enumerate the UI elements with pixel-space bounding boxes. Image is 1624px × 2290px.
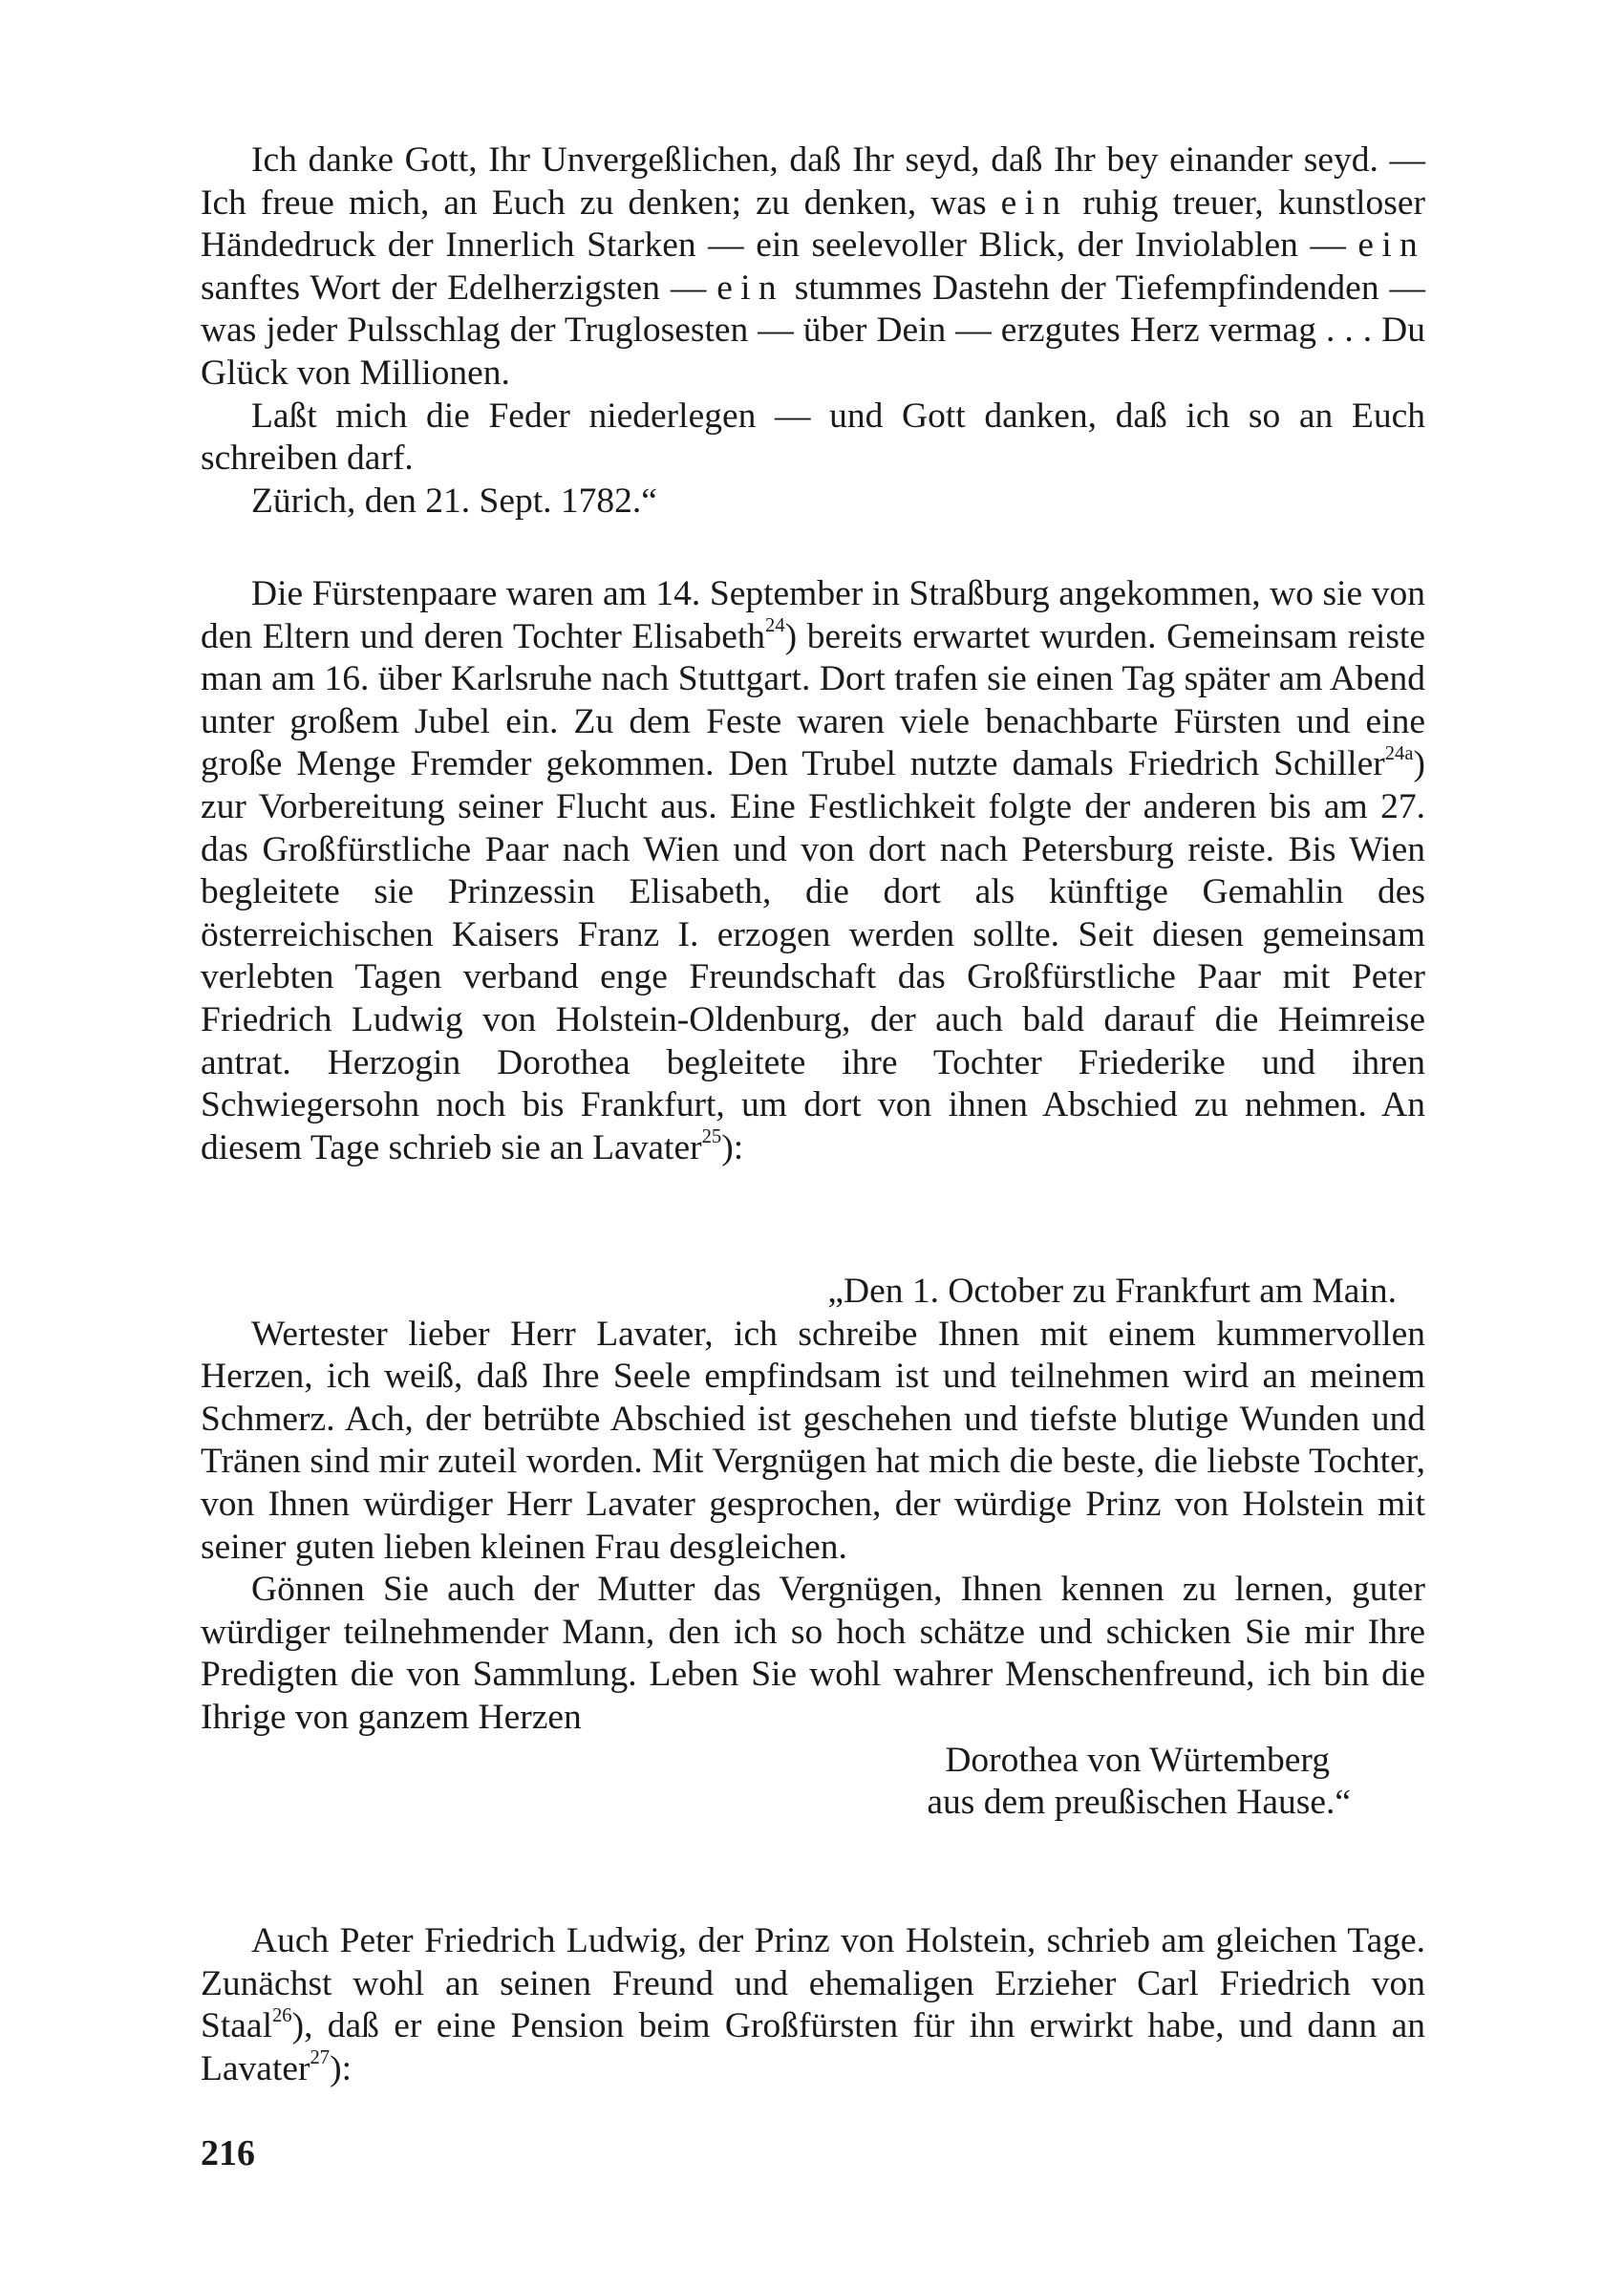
paragraph (201, 573, 1425, 1169)
text-run: stummes Dastehn der Tiefempfindenden — was jeder Pulsschlag der Truglosesten — über Dein — erzgutes Herz vermag . . . Du Glück von Millionen. (201, 268, 1425, 393)
narrative-block (201, 573, 1425, 1169)
text-run: Ich danke Gott, Ihr Unvergeßlichen, daß Ihr seyd, daß Ihr bey einander seyd. — Ich freue mich, an Euch zu denken; zu denken, was (201, 140, 1425, 223)
paragraph: Wertester lieber Herr Lavater, ich schreibe Ihnen mit einem kummervollen Herzen, ich weiß, daß Ihre Seele empfindsam ist und teilnehmen wird an meinem Schmerz. Ach, der betrübte Abschied ist geschehen und tiefste blutige Wunden und Tränen sind mir zuteil worden. Mit Vergnügen hat mich die beste, die liebste Tochter, von Ihnen würdiger Herr Lavater gesprochen, der würdige Prinz von Holstein mit seiner guten lieben kleinen Frau desgleichen. (201, 1314, 1425, 1567)
text-run: Auch Peter Friedrich Ludwig, der Prinz von Holstein, schrieb am gleichen Tage. Zunächst wohl an seinen Freund und ehemaligen Erzieher Carl Friedrich von Staal (201, 1921, 1425, 2046)
text-run: sanftes Wort der Edelherzigsten — (201, 268, 717, 308)
emphasis-text: ein (1000, 182, 1069, 223)
footnote-ref: 24a (1384, 742, 1414, 764)
text-run: Die Fürstenpaare waren am 14. September in Straßburg angekommen, wo sie von den Eltern und deren Tochter Elisabeth (201, 574, 1425, 656)
footnote-ref: 24 (765, 615, 785, 636)
paragraph (201, 1920, 1425, 2090)
emphasis-text: ein (1357, 225, 1425, 266)
narrative-block (201, 1920, 1425, 2090)
emphasis-text: ein (716, 268, 784, 308)
paragraph (201, 139, 1425, 396)
text-run: ): (721, 1127, 744, 1167)
text-run: ) zur Vorbereitung seiner Flucht aus. Eine Festlichkeit folgte der anderen bis am 27. das Großfürstliche Paar nach Wien und von dort nach Petersburg reiste. Bis Wien begleitete sie Prinzessin Elisabeth, die dort als künftige Gemahlin des österreichischen Kaisers Franz I. erzogen werden sollte. Seit diesen gemeinsam verlebten Tagen verband enge Freundschaft das Großfürstliche Paar mit Peter Friedrich Ludwig von Holstein-Oldenburg, der auch bald darauf die Heimreise antrat. Herzogin Dorothea begleitete ihre Tochter Friederike und ihren Schwiegersohn noch bis Frankfurt, um dort von ihnen Abschied zu nehmen. An diesem Tage schrieb sie an Lavater (201, 744, 1425, 1167)
text-run: ruhig treuer, kunstloser Händedruck der Innerlich Starken — ein seelevoller Blick, der Inviolablen — (201, 182, 1425, 266)
text-run: ): (330, 2048, 353, 2088)
paragraph: Laßt mich die Feder niederlegen — und Gott danken, daß ich so an Euch schreiben darf. (201, 396, 1425, 479)
quoted-letter-block (201, 1271, 1425, 1825)
letter-dateline: Zürich, den 21. Sept. 1782.“ (251, 481, 657, 521)
footnote-ref: 27 (310, 2047, 331, 2069)
signature-line: aus dem preußischen Hause.“ (927, 1783, 1351, 1823)
text-run: ) bereits erwartet wurden. Gemeinsam reiste man am 16. über Karlsruhe nach Stuttgart. Dort trafen sie einen Tag später am Abend unter großem Jubel ein. Zu dem Feste waren viele benachbarte Fürsten und eine große Menge Fremder gekommen. Den Trubel nutzte damals Friedrich Schiller (201, 616, 1425, 784)
footnote-ref: 25 (701, 1126, 722, 1148)
footnote-ref: 26 (271, 2004, 292, 2026)
letter-dateline: „Den 1. October zu Frankfurt am Main. (827, 1272, 1397, 1311)
signature-line: Dorothea von Würtemberg (945, 1740, 1330, 1780)
text-run: ), daß er eine Pension beim Großfürsten für ihn erwirkt habe, und dann an Lavater (201, 2006, 1425, 2088)
paragraph: Gönnen Sie auch der Mutter das Vergnügen, Ihnen kennen zu lernen, guter würdiger teilnehmender Mann, den ich so hoch schätze und schicken Sie mir Ihre Predigten die von Sammlung. Leben Sie wohl wahrer Menschenfreund, ich bin die Ihrige von ganzem Herzen (201, 1570, 1425, 1737)
page-number: 216 (201, 2133, 255, 2173)
letter-closing-block (201, 139, 1425, 523)
